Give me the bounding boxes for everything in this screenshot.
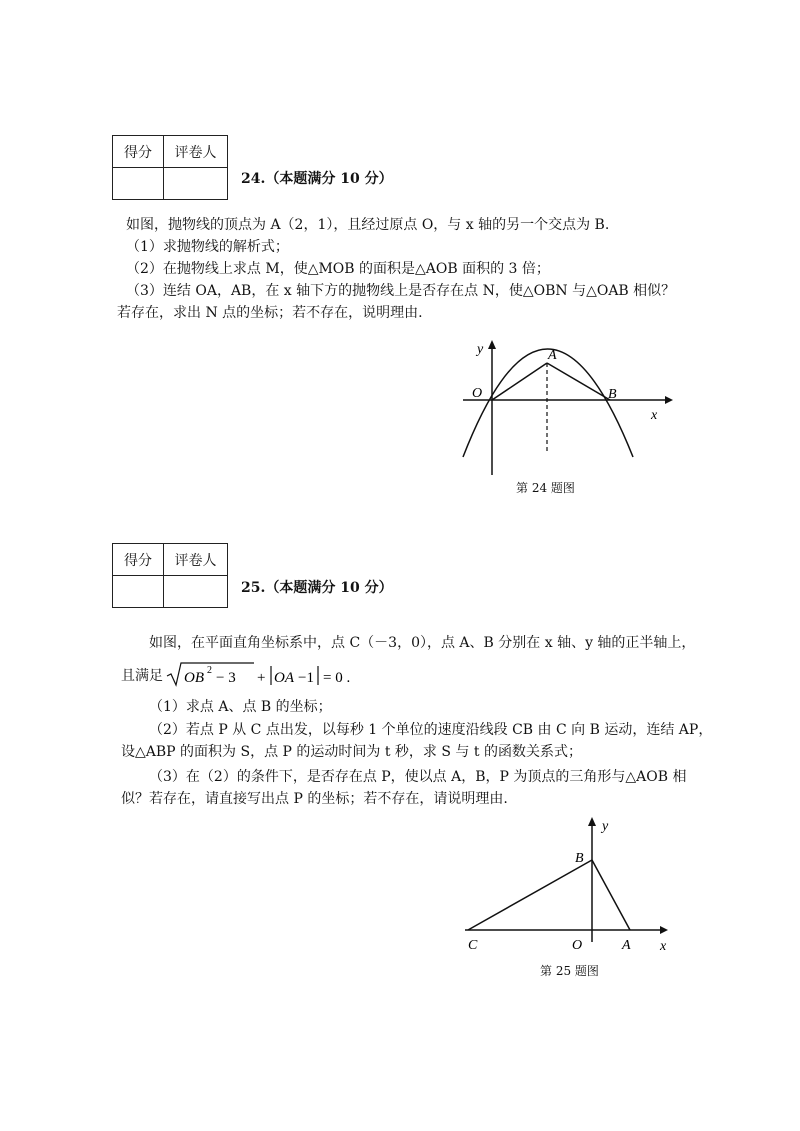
- q25-segment-ba: [592, 860, 630, 930]
- q24-part2: （2）在抛物线上求点 M，使△MOB 的面积是△AOB 面积的 3 倍；: [126, 261, 550, 277]
- q24-b-label: B: [608, 387, 617, 402]
- q24-segment-ab: [547, 363, 610, 400]
- q25-figure: [460, 812, 680, 962]
- q25-segment-cb: [468, 860, 592, 930]
- q25-part2-line1: （2）若点 P 从 C 点出发，以每秒 1 个单位的速度沿线段 CB 由 C 向 B 运动，连结 AP，: [149, 722, 713, 738]
- grader-label: 评卷人: [164, 544, 228, 576]
- q25-y-arrow: [588, 817, 596, 826]
- score-cell: [113, 168, 164, 200]
- q24-figure-caption: 第 24 题图: [516, 481, 575, 495]
- q24-y-label: y: [477, 342, 484, 357]
- q24-score-table: [112, 135, 228, 200]
- q25-heading: 25.（本题满分 10 分）: [241, 580, 393, 596]
- svg-text:−1: −1: [298, 670, 314, 686]
- q24-part1: （1）求抛物线的解析式；: [126, 239, 289, 255]
- svg-text:= 0 .: = 0 .: [323, 670, 351, 686]
- q25-figure-caption: 第 25 题图: [540, 964, 599, 978]
- svg-text:− 3: − 3: [216, 670, 236, 686]
- grader-label: 评卷人: [164, 136, 228, 168]
- q24-a-label: A: [548, 348, 557, 363]
- q25-part3-line2: 似？若存在，请直接写出点 P 的坐标；若不存在，请说明理由.: [121, 791, 508, 807]
- q25-part3-line1: （3）在（2）的条件下，是否存在点 P，使以点 A，B，P 为顶点的三角形与△AOB 相: [149, 769, 687, 785]
- q24-figure: [455, 335, 675, 485]
- q25-a-label: A: [622, 938, 631, 953]
- q25-condition-formula: [166, 660, 366, 693]
- q25-o-label: O: [572, 938, 583, 953]
- q24-heading: 24.（本题满分 10 分）: [241, 171, 393, 187]
- svg-text:+: +: [257, 670, 266, 686]
- q25-c-label: C: [468, 938, 478, 953]
- q25-part1: （1）求点 A、点 B 的坐标；: [149, 699, 332, 715]
- q25-x-arrow: [660, 926, 668, 934]
- q25-part2-line2: 设△ABP 的面积为 S，点 P 的运动时间为 t 秒，求 S 与 t 的函数关系式；: [121, 744, 582, 760]
- q24-o-label: O: [472, 386, 483, 401]
- score-label: 得分: [113, 544, 164, 576]
- grader-cell: [164, 576, 228, 608]
- q25-intro: 如图，在平面直角坐标系中，点 C（－3，0），点 A、B 分别在 x 轴、y 轴的正半轴上，: [149, 635, 696, 651]
- q25-score-table: [112, 543, 228, 608]
- q25-y-label: y: [602, 819, 609, 834]
- q24-y-arrow: [488, 340, 496, 349]
- q24-part3-line2: 若存在，求出 N 点的坐标；若不存在，说明理由.: [117, 305, 423, 321]
- grader-cell: [164, 168, 228, 200]
- svg-text:OB: OB: [184, 670, 204, 686]
- q24-parabola: [463, 349, 633, 457]
- score-label: 得分: [113, 136, 164, 168]
- svg-text:OA: OA: [274, 670, 294, 686]
- q24-x-arrow: [665, 396, 673, 404]
- q25-condition-prefix: 且满足: [121, 668, 163, 684]
- q25-formula-svg: [166, 660, 366, 688]
- q25-b-label: B: [575, 851, 584, 866]
- q24-intro: 如图，抛物线的顶点为 A（2，1），且经过原点 O，与 x 轴的另一个交点为 B.: [126, 217, 610, 233]
- score-cell: [113, 576, 164, 608]
- q24-part3-line1: （3）连结 OA，AB，在 x 轴下方的抛物线上是否存在点 N，使△OBN 与△OAB 相似？: [126, 283, 676, 299]
- q25-x-label: x: [660, 939, 667, 954]
- svg-text:2: 2: [207, 665, 212, 676]
- q24-x-label: x: [651, 408, 658, 423]
